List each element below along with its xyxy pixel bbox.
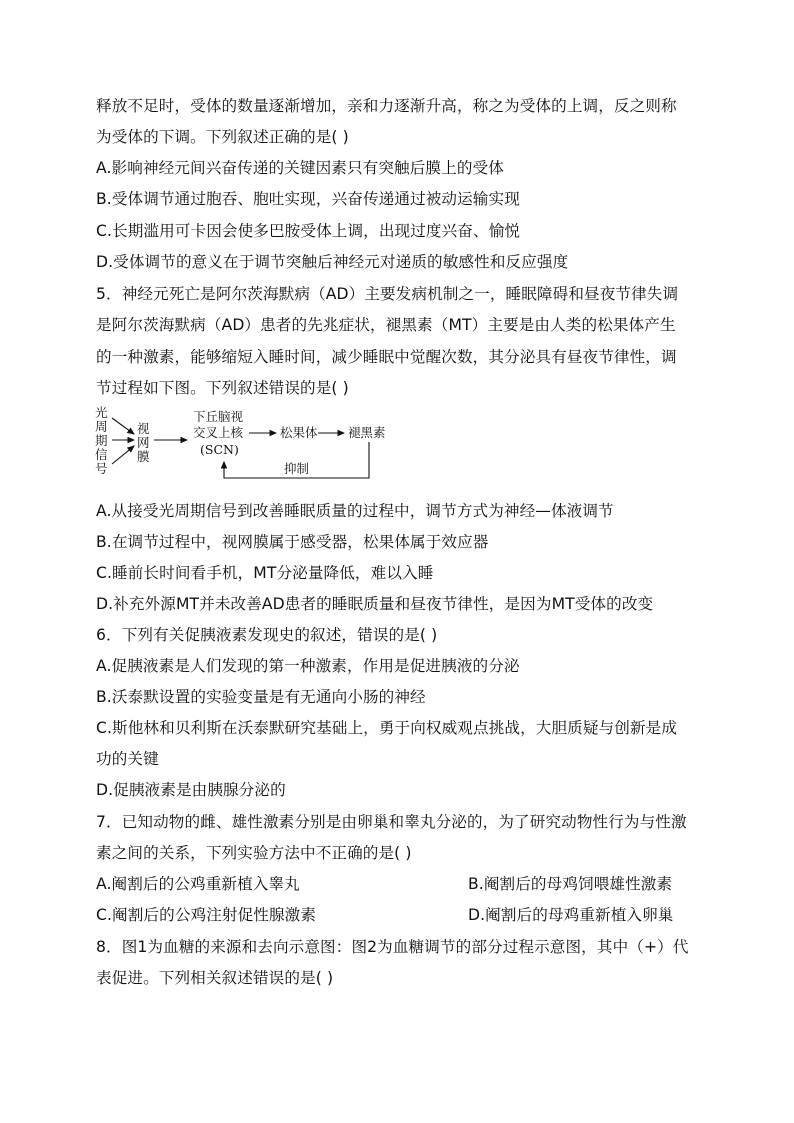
signal-char-5: 号	[95, 461, 108, 476]
q4-option-a: A.影响神经元间兴奋传递的关键因素只有突触后膜上的受体	[96, 159, 504, 177]
q4-stem-line-1: 释放不足时，受体的数量逐渐增加，亲和力逐渐升高，称之为受体的上调，反之则称	[96, 97, 677, 115]
arrow-signal-retina-top	[112, 418, 134, 434]
signal-char-1: 光	[95, 405, 108, 420]
q5-stem-line-3: 的一种激素，能够缩短入睡时间，减少睡眠中觉醒次数，其分泌具有昼夜节律性，调	[96, 348, 677, 366]
q5-option-a: A.从接受光周期信号到改善睡眠质量的过程中，调节方式为神经—体液调节	[96, 502, 614, 520]
q6-stem: 6．下列有关促胰液素发现史的叙述，错误的是( )	[96, 626, 438, 644]
q7-option-d: D.阉割后的母鸡重新植入卵巢	[468, 906, 674, 924]
signal-char-2: 周	[95, 419, 108, 434]
q6-option-c-line-1: C.斯他林和贝利斯在沃泰默研究基础上，勇于向权威观点挑战，大胆质疑与创新是成	[96, 719, 678, 737]
q6-option-d: D.促胰液素是由胰腺分泌的	[96, 781, 286, 799]
signal-char-3: 期	[95, 433, 108, 448]
q8-stem-line-2: 表促进。下列相关叙述错误的是( )	[96, 969, 334, 987]
pineal-gland-label: 松果体	[280, 425, 318, 440]
q4-stem-line-2: 为受体的下调。下列叙述正确的是( )	[96, 128, 349, 146]
signal-char-4: 信	[95, 447, 108, 462]
retina-char-2: 网	[137, 435, 150, 450]
q7-stem-line-1: 7．已知动物的雌、雄性激素分别是由卵巢和睾丸分泌的，为了研究动物性行为与性激	[96, 813, 687, 831]
q6-option-b: B.沃泰默设置的实验变量是有无通向小肠的神经	[96, 688, 426, 706]
q5-option-d: D.补充外源MT并未改善AD患者的睡眠质量和昼夜节律性，是因为MT受体的改变	[96, 595, 654, 613]
q7-option-a: A.阉割后的公鸡重新植入睾丸	[96, 875, 300, 893]
q7-options-row-2	[96, 905, 674, 925]
q5-stem-line-2: 是阿尔茨海默病（AD）患者的先兆症状，褪黑素（MT）主要是由人类的松果体产生	[96, 316, 676, 334]
q7-stem-line-2: 素之间的关系，下列实验方法中不正确的是( )	[96, 844, 412, 862]
q5-option-c: C.睡前长时间看手机，MT分泌量降低，难以入睡	[96, 564, 434, 582]
inhibition-label: 抑制	[284, 461, 310, 476]
q4-option-c: C.长期滥用可卡因会使多巴胺受体上调，出现过度兴奋、愉悦	[96, 222, 521, 240]
scn-label-line-3: (SCN)	[200, 442, 239, 457]
retina-char-3: 膜	[137, 449, 150, 464]
q5-stem-line-4: 节过程如下图。下列叙述错误的是( )	[96, 379, 349, 397]
scn-label-line-2: 交叉上核	[193, 425, 244, 440]
melatonin-regulation-diagram	[94, 404, 404, 488]
retina-char-1: 视	[137, 421, 150, 436]
q6-option-c-line-2: 功的关键	[96, 750, 159, 768]
q7-option-b: B.阉割后的母鸡饲喂雄性激素	[468, 875, 673, 893]
q5-stem-line-1: 5．神经元死亡是阿尔茨海默病（AD）主要发病机制之一，睡眠障碍和昼夜节律失调	[96, 285, 679, 303]
arrow-signal-retina-bottom	[112, 446, 134, 464]
q6-option-a: A.促胰液素是人们发现的第一种激素，作用是促进胰液的分泌	[96, 657, 520, 675]
scn-label-line-1: 下丘脑视	[193, 409, 244, 424]
q7-option-c: C.阉割后的公鸡注射促性腺激素	[96, 906, 317, 924]
q7-options-row-1	[96, 874, 673, 894]
q4-option-d: D.受体调节的意义在于调节突触后神经元对递质的敏感性和反应强度	[96, 253, 569, 271]
q8-stem-line-1: 8．图1为血糖的来源和去向示意图：图2为血糖调节的部分过程示意图，其中（+）代	[96, 938, 689, 956]
q4-option-b: B.受体调节通过胞吞、胞吐实现，兴奋传递通过被动运输实现	[96, 190, 520, 208]
melatonin-label: 褪黑素	[348, 425, 386, 440]
q5-option-b: B.在调节过程中，视网膜属于感受器，松果体属于效应器	[96, 533, 489, 551]
